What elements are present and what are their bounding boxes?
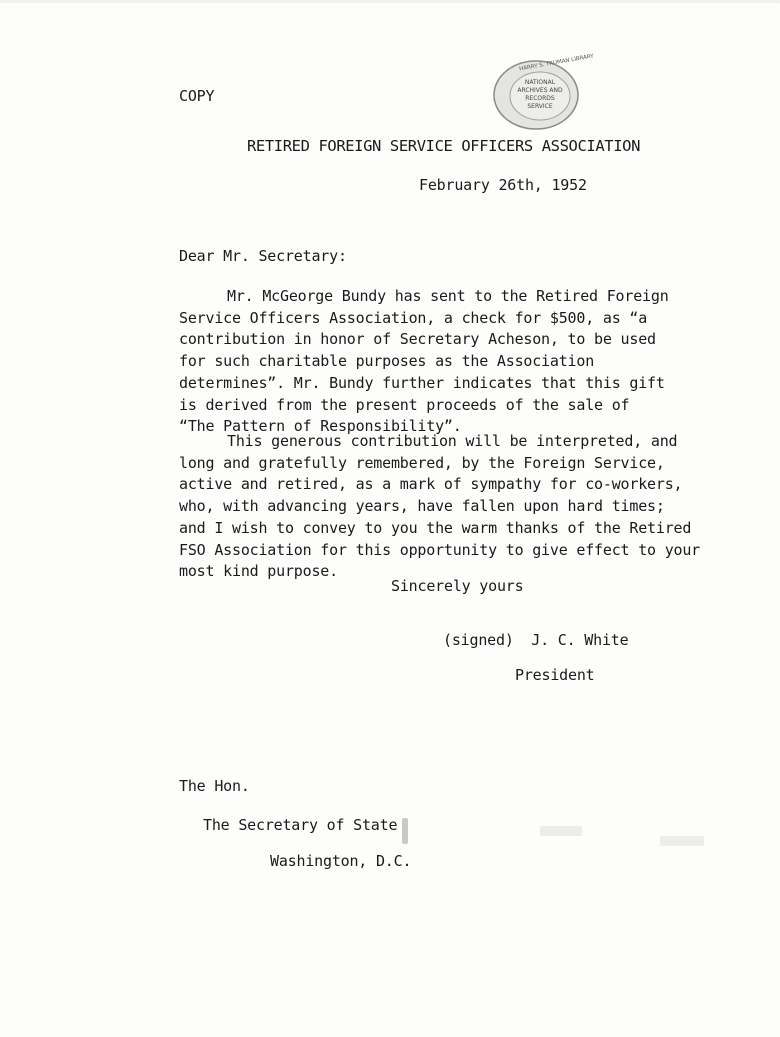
paragraph-line: active and retired, as a mark of sympathy for co-workers, — [179, 475, 683, 494]
address-line-3: Washington, D.C. — [270, 852, 412, 870]
address-line-1: The Hon. — [179, 777, 250, 795]
body-paragraph-2 — [179, 431, 700, 583]
paragraph-line: most kind purpose. — [179, 562, 338, 581]
scan-speck — [0, 0, 780, 3]
salutation: Dear Mr. Secretary: — [179, 247, 347, 265]
paragraph-line: is derived from the present proceeds of the sale of — [179, 395, 630, 414]
letter-date: February 26th, 1952 — [419, 176, 587, 194]
paragraph-line: long and gratefully remembered, by the Foreign Service, — [179, 453, 665, 472]
signature-line: (signed) J. C. White — [443, 631, 629, 649]
svg-text:SERVICE: SERVICE — [527, 103, 553, 110]
paragraph-line: for such charitable purposes as the Association — [179, 352, 595, 371]
paragraph-line: FSO Association for this opportunity to give effect to your — [179, 540, 701, 559]
body-paragraph-1 — [179, 286, 669, 438]
scan-speck — [402, 818, 408, 844]
paragraph-line: “The Pattern of Responsibility”. — [179, 417, 462, 436]
svg-text:ARCHIVES AND: ARCHIVES AND — [517, 87, 563, 94]
paragraph-line: who, with advancing years, have fallen upon hard times; — [179, 497, 665, 516]
letterhead: RETIRED FOREIGN SERVICE OFFICERS ASSOCIATION — [247, 137, 640, 155]
svg-text:RECORDS: RECORDS — [525, 95, 555, 102]
paragraph-line: This generous contribution will be interpreted, and — [227, 432, 678, 450]
paragraph-line: and I wish to convey to you the warm thanks of the Retired — [179, 518, 692, 537]
paragraph-line: determines”. Mr. Bundy further indicates that this gift — [179, 373, 665, 392]
paragraph-line: Service Officers Association, a check for $500, as “a — [179, 308, 648, 327]
scan-speck — [660, 836, 704, 846]
signature-title: President — [515, 666, 595, 684]
closing: Sincerely yours — [391, 577, 524, 595]
address-line-2: The Secretary of State — [203, 816, 398, 834]
paragraph-line: contribution in honor of Secretary Acheson, to be used — [179, 330, 656, 349]
archive-stamp — [490, 53, 595, 132]
svg-text:HARRY S. TRUMAN LIBRARY: HARRY S. TRUMAN LIBRARY — [518, 53, 595, 73]
svg-text:NATIONAL: NATIONAL — [524, 79, 556, 86]
scan-speck — [540, 826, 582, 836]
copy-label: COPY — [179, 87, 215, 105]
paragraph-line: Mr. McGeorge Bundy has sent to the Retired Foreign — [227, 287, 669, 305]
